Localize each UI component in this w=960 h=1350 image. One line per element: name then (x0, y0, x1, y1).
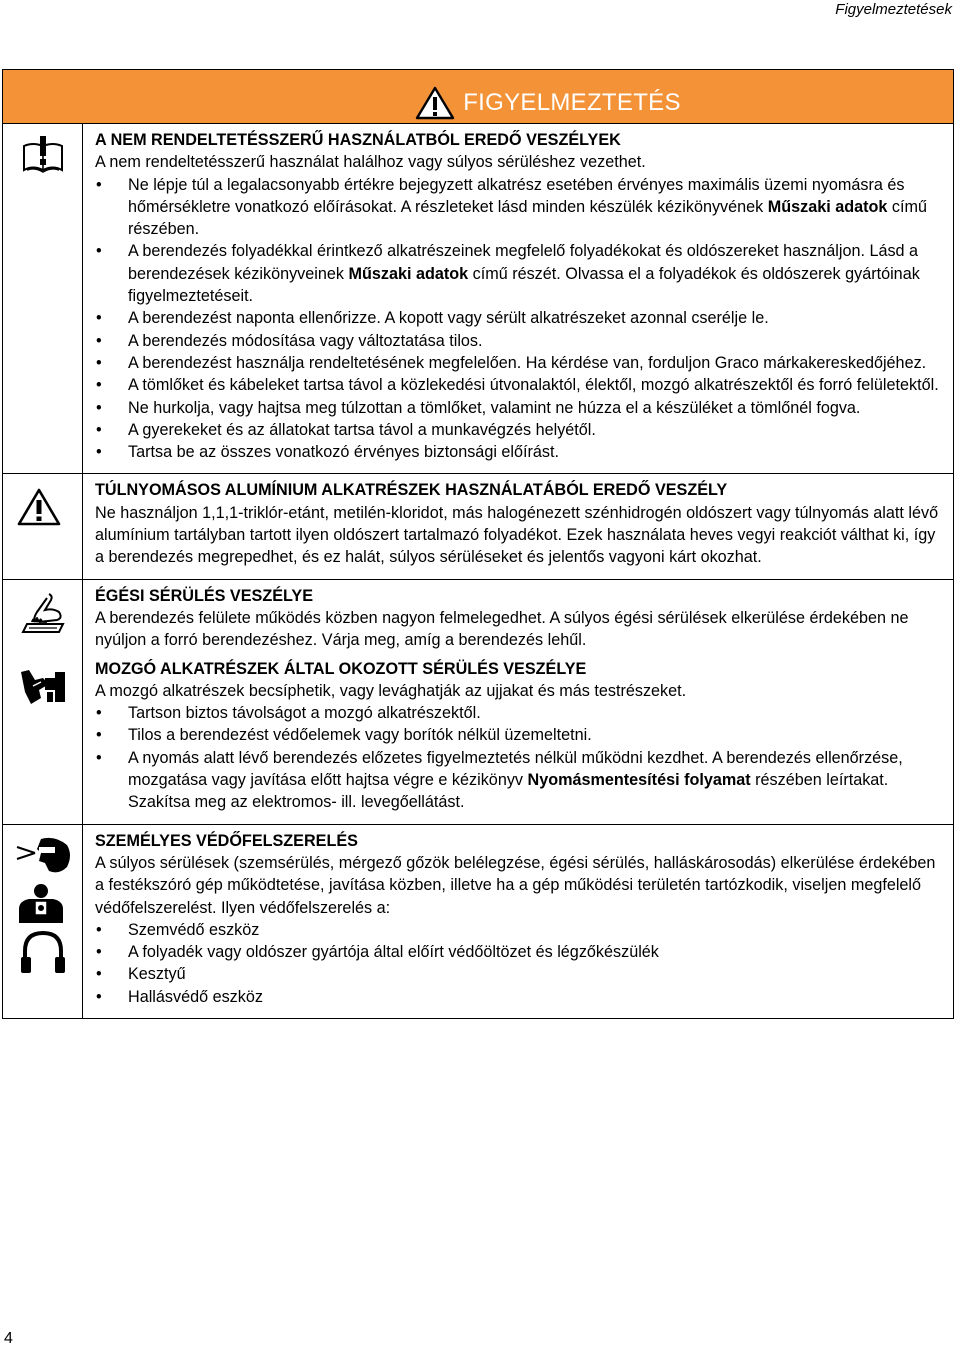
section-intro: A súlyos sérülések (szemsérülés, mérgező gőzök belélegzése, égési sérülés, halláskárosodás) elkerülése érdekében a festékszóró gép működtetése, javítása közben, illetve ha a gép működési területén tartózkodik, viseljen megfelelő védőfelszerelést. Ilyen védőfelszerelés a: (95, 853, 936, 917)
warning-text-aluminum (83, 474, 953, 578)
warning-text-burn-moving (83, 580, 953, 824)
eye-protection-icon (15, 835, 75, 877)
list-item: • A gyerekeket és az állatokat tartsa távol a munkavégzés helyétől. (95, 419, 943, 441)
list-item: • A tömlőket és kábeleket tartsa távol a közlekedési útvonalaktól, élektől, mozgó alkatrészektől és forró felületektől. (95, 374, 943, 396)
list-item: • Kesztyű (95, 963, 943, 985)
icon-cell (3, 580, 83, 824)
section-heading: TÚLNYOMÁSOS ALUMÍNIUM ALKATRÉSZEK HASZNÁLATÁBÓL EREDŐ VESZÉLY (95, 481, 728, 500)
page-number: 4 (4, 1330, 13, 1347)
section-intro: Ne használjon 1,1,1-triklór-etánt, metilén-kloridot, más halogénezett szénhidrogén oldószert vagy túlnyomás alatt lévő alumínium tartályban tartott ilyen oldószert tartalmazó folyadékot. Ezek használata heves vegyi reakciót válthat ki, így a berendezés megrepedhet, és ez halát, súlyos sérüléseket és jelentős vagyoni kárt okozhat. (95, 503, 939, 567)
bullet-list (95, 174, 943, 464)
section-intro: A berendezés felülete működés közben nagyon felmelegedhet. A súlyos égési sérülések elkerülése érdekében ne nyúljon a forró berendezéshez. Várja meg, amíg a berendezés lehűl. (95, 608, 909, 650)
running-head: Figyelmeztetések (835, 1, 952, 18)
banner-title: FIGYELMEZTETÉS (463, 89, 681, 116)
warning-text-misuse (83, 124, 953, 473)
list-item: • Tilos a berendezést védőelemek vagy borítók nélkül üzemeltetni. (95, 724, 943, 746)
list-item: • A berendezés módosítása vagy változtatása tilos. (95, 330, 943, 352)
list-item: • Szemvédő eszköz (95, 919, 943, 941)
section-heading: SZEMÉLYES VÉDŐFELSZERELÉS (95, 831, 358, 850)
moving-parts-hand-icon (19, 668, 67, 708)
section-intro: A mozgó alkatrészek becsíphetik, vagy levághatják az ujjakat és más testrészeket. (95, 681, 687, 700)
section-heading: A NEM RENDELTETÉSSZERŰ HASZNÁLATBÓL EREDŐ VESZÉLYEK (95, 131, 621, 149)
list-item: • Tartson biztos távolságot a mozgó alkatrészektől. (95, 702, 943, 724)
warning-triangle-icon (17, 488, 61, 526)
section-heading: MOZGÓ ALKATRÉSZEK ÁLTAL OKOZOTT SÉRÜLÉS VESZÉLYE (95, 659, 587, 678)
list-item: • Ne hurkolja, vagy hajtsa meg túlzottan a tömlőket, valamint ne húzza el a készüléket a tömlőnél fogva. (95, 397, 943, 419)
warning-banner (3, 70, 953, 124)
warning-row-ppe (3, 824, 953, 1018)
warnings-table (2, 69, 954, 1019)
section-intro: A nem rendeltetésszerű használat halálhoz vagy súlyos sérüléshez vezethet. (95, 153, 646, 172)
bullet-list (95, 702, 943, 813)
list-item: • A berendezés folyadékkal érintkező alkatrészeinek megfelelő folyadékokat és oldószereket használjon. Lásd a berendezések kézikönyveinek Műszaki adatok című részét. Olvassa el a folyadékok és oldószerek gyártóinak figyelmeztetéseit. (95, 240, 943, 307)
list-item: • A berendezést használja rendeltetésének megfelelően. Ha kérdése van, forduljon Graco márkakereskedőjéhez. (95, 352, 943, 374)
list-item: • Ne lépje túl a legalacsonyabb értékre bejegyzett alkatrész esetében érvényes maximális üzemi nyomásra és hőmérsékletre vonatkozó előírásokat. A részleteket lásd minden készülék kézikönyvének Műszaki adatok című részében. (95, 174, 943, 241)
icon-cell (3, 474, 83, 578)
list-item: • A berendezést naponta ellenőrizze. A kopott vagy sérült alkatrészeket azonnal cserélje le. (95, 307, 943, 329)
icon-cell (3, 825, 83, 1018)
warning-row-aluminum (3, 473, 953, 578)
bullet-list (95, 919, 943, 1008)
warning-row-burn-moving (3, 579, 953, 824)
warning-text-ppe (83, 825, 953, 1018)
icon-cell (3, 124, 83, 473)
hearing-protection-icon (19, 929, 67, 977)
hot-surface-burn-icon (19, 592, 67, 636)
list-item: • Tartsa be az összes vonatkozó érvényes biztonsági előírást. (95, 441, 943, 463)
respirator-icon (15, 883, 67, 925)
section-heading: ÉGÉSI SÉRÜLÉS VESZÉLYE (95, 586, 314, 605)
list-item: • A folyadék vagy oldószer gyártója által előírt védőöltözet és légzőkészülék (95, 941, 943, 963)
list-item: • Hallásvédő eszköz (95, 986, 943, 1008)
warning-row-misuse (3, 124, 953, 473)
warning-triangle-icon (415, 86, 455, 120)
read-manual-warning-icon (21, 134, 65, 176)
list-item: • A nyomás alatt lévő berendezés előzetes figyelmeztetés nélkül működni kezdhet. A berendezés ellenőrzése, mozgatása vagy javítása előtt hajtsa végre e kézikönyv Nyomásmentesítési folyamat részében leírtakat. Szakítsa meg az elektromos- ill. levegőellátást. (95, 747, 943, 814)
